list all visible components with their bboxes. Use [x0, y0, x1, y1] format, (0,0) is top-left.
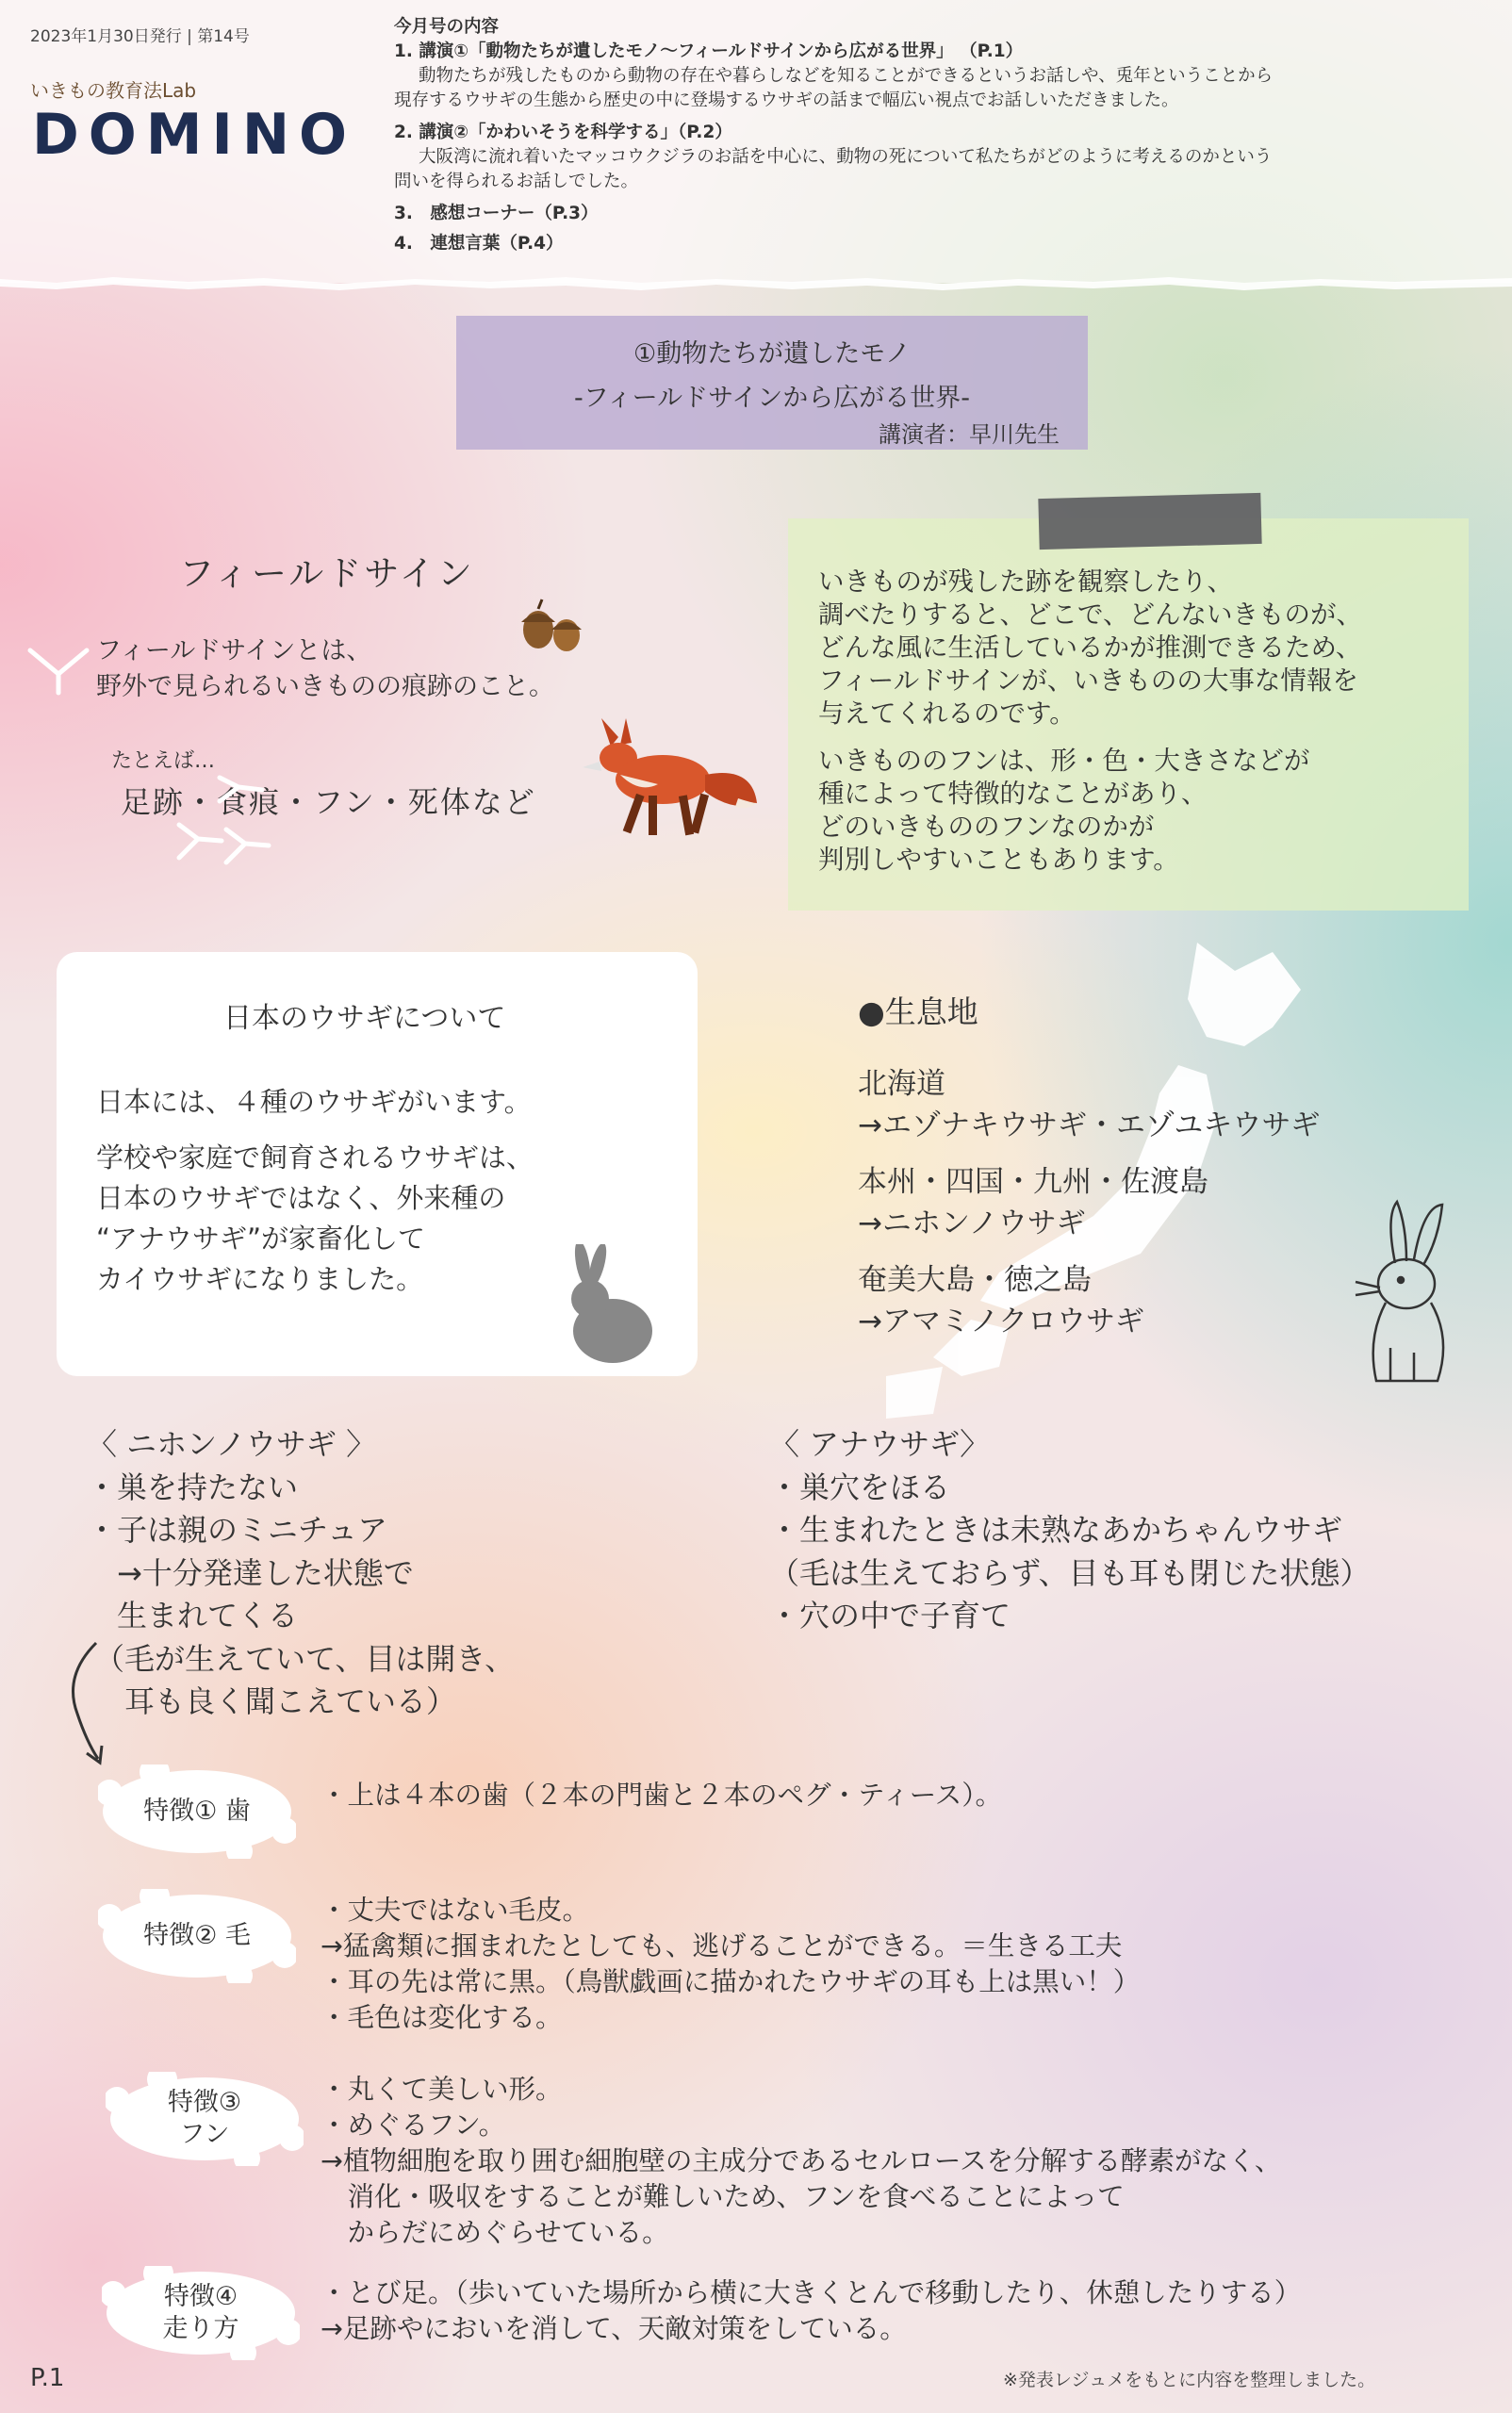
- examples: 足跡・食痕・フン・死体など: [121, 784, 536, 820]
- japan-rabbits-count: 日本には、４種のウサギがいます。: [96, 1086, 532, 1118]
- info-line: いきものが残した跡を観察したり、: [818, 566, 1233, 597]
- toc-item-2-desc: 大阪湾に流れ着いたマッコウクジラのお話を中心に、動物の死について私たちがどのように考えるのかという: [419, 147, 1273, 167]
- list-item: ・生まれたときは未熟なあかちゃんウサギ: [769, 1512, 1343, 1548]
- habitat-species: →アマミノクロウサギ: [858, 1305, 1145, 1338]
- ana-usagi-title: 〈 アナウサギ〉: [769, 1426, 991, 1462]
- section-title: ①動物たちが遺したモノ: [633, 339, 911, 369]
- feature-line: →植物細胞を取り囲む細胞壁の主成分であるセルロースを分解する酵素がなく、: [320, 2145, 1282, 2176]
- habitat-species: →ニホンノウサギ: [858, 1206, 1086, 1240]
- nihon-usagi-title: 〈 ニホンノウサギ 〉: [87, 1426, 377, 1462]
- feature-badge-label: [102, 2266, 300, 2360]
- text-line: 日本のウサギではなく、外来種の: [96, 1182, 506, 1214]
- info-line: いきもののフンは、形・色・大きさなどが: [818, 746, 1310, 776]
- feature-badge-label: [106, 2072, 304, 2166]
- feature-line: 消化・吸収をすることが難しいため、フンを食べることによって: [320, 2181, 1125, 2212]
- feature-line: からだにめぐらせている。: [320, 2217, 669, 2248]
- info-paragraph-2: [818, 745, 1450, 877]
- list-item: ・巣を持たない: [87, 1469, 299, 1505]
- info-line: どのいきもののフンなのかが: [818, 812, 1155, 842]
- text-line: 学校や家庭で飼育されるウサギは、: [96, 1141, 534, 1174]
- text-line: カイウサギになりました。: [96, 1263, 424, 1295]
- info-line: 判別しやすいこともあります。: [818, 845, 1179, 875]
- feature-badge-label: 特徴② 毛: [143, 1921, 251, 1950]
- feature-badge-fur: [98, 1889, 296, 1983]
- feature-badge-dung: [106, 2072, 304, 2166]
- toc-item-3: 3. 感想コーナー（P.3）: [394, 204, 599, 223]
- toc-item-4: 4. 連想言葉（P.4）: [394, 234, 564, 254]
- feature-line: →猛禽類に掴まれたとしても、逃げることができる。＝生きる工夫: [320, 1930, 1123, 1962]
- field-sign-definition: [96, 633, 554, 705]
- lab-name: いきもの教育法Lab: [30, 79, 197, 102]
- habitat-list: [858, 992, 1320, 1357]
- bird-track-icon: [21, 641, 96, 698]
- nihon-usagi-list: [87, 1423, 515, 1724]
- page-number: P.1: [30, 2364, 65, 2392]
- logo: DOMINO: [32, 102, 357, 168]
- curved-arrow-icon: [58, 1638, 115, 1770]
- feature-line: ・耳の先は常に黒。（鳥獣戯画に描かれたウサギの耳も上は黒い！）: [320, 1966, 1141, 1997]
- habitat-place: 奄美大島・徳之島: [858, 1263, 1092, 1297]
- feature-line: ・丈夫ではない毛皮。: [320, 1895, 590, 1926]
- info-paragraph-1: [818, 566, 1450, 730]
- habitat-species: →エゾナキウサギ・エゾユキウサギ: [858, 1108, 1321, 1142]
- toc-item-2: 2. 講演②「かわいそうを科学する」（P.2）: [394, 123, 732, 142]
- feature-line: ・丸くて美しい形。: [320, 2074, 563, 2105]
- feature-teeth-text: [320, 1778, 1002, 1814]
- toc-item-2-desc-2: 問いを得られるお話しでした。: [394, 172, 639, 191]
- feature-dung-text: [320, 2072, 1281, 2251]
- japan-rabbits-text: [96, 1138, 534, 1300]
- list-item: ・子は親のミニチュア: [87, 1512, 388, 1548]
- habitat-heading: ●生息地: [858, 993, 978, 1030]
- habitat-row: [858, 1063, 1320, 1146]
- definition-line-1: フィールドサインとは、: [96, 636, 372, 665]
- feature-line: ・毛色は変化する。: [320, 2002, 563, 2033]
- habitat-row: [858, 1161, 1320, 1244]
- issue-date: 2023年1月30日発行 | 第14号: [30, 27, 250, 46]
- feature-line: →足跡やにおいを消して、天敵対策をしている。: [320, 2313, 907, 2344]
- japan-rabbits-title: 日本のウサギについて: [223, 1002, 506, 1035]
- speaker: 講演者：早川先生: [879, 421, 1060, 448]
- footer-note: ※発表レジュメをもとに内容を整理しました。: [1003, 2370, 1376, 2390]
- habitat-row: [858, 1259, 1320, 1342]
- badge-line: 走り方: [162, 2314, 239, 2343]
- torn-paper-edge: [0, 273, 1512, 292]
- text-line: “アナウサギ”が家畜化して: [96, 1223, 426, 1255]
- badge-line: 特徴④: [163, 2282, 238, 2311]
- definition-line-2: 野外で見られるいきものの痕跡のこと。: [96, 672, 554, 701]
- list-item: （毛が生えていて、目は開き、: [94, 1640, 516, 1677]
- feature-badge-label: 特徴① 歯: [143, 1797, 251, 1826]
- section-title-band: [456, 316, 1088, 450]
- toc-item-1: 1. 講演①「動物たちが遺したモノ～フィールドサインから広がる世界」 （P.1）: [394, 41, 1024, 61]
- rabbit-sketch-illustration: [1348, 1197, 1471, 1404]
- toc-item-1-desc: 動物たちが残したものから動物の存在や暮らしなどを知ることができるというお話しや、兎年ということから: [419, 66, 1274, 86]
- feature-badge-running: [102, 2266, 300, 2360]
- feature-running-text: [320, 2275, 1301, 2347]
- list-item: （毛は生えておらず、目も耳も閉じた状態）: [769, 1554, 1371, 1591]
- info-line: 与えてくれるのです。: [818, 698, 1076, 729]
- feature-badge-teeth: [98, 1765, 296, 1859]
- section-subtitle: -フィールドサインから広がる世界-: [574, 384, 970, 413]
- info-line: どんな風に生活しているかが推測できるため、: [818, 632, 1362, 663]
- toc-heading: 今月号の内容: [394, 17, 500, 37]
- info-line: 種によって特徴的なことがあり、: [818, 779, 1208, 809]
- list-item: ・巣穴をほる: [769, 1469, 951, 1505]
- badge-line: フン: [179, 2120, 230, 2149]
- toc-item-1-desc-2: 現存するウサギの生態から歴史の中に登場するウサギの話まで幅広い視点でお話しいただきました。: [394, 90, 1179, 110]
- feature-line: ・とび足。（歩いていた場所から横に大きくとんで移動したり、休憩したりする）: [320, 2277, 1302, 2308]
- bird-track-icon: [215, 773, 271, 811]
- list-item: 生まれてくる: [87, 1598, 299, 1633]
- habitat-place: 北海道: [858, 1067, 945, 1101]
- table-of-contents: [394, 15, 1497, 256]
- list-item: ・穴の中で子育て: [769, 1598, 1011, 1633]
- feature-fur-text: [320, 1893, 1140, 2036]
- feature-line: ・上は４本の歯（２本の門歯と２本のペグ・ティース）。: [320, 1780, 1003, 1811]
- feature-line: ・めぐるフン。: [320, 2109, 506, 2141]
- list-item: →十分発達した状態で: [87, 1554, 414, 1591]
- badge-line: 特徴③: [167, 2088, 242, 2117]
- example-label: たとえば…: [111, 749, 216, 773]
- rabbit-silhouette-icon: [556, 1244, 669, 1367]
- bird-track-icon: [170, 820, 273, 867]
- fox-illustration: [573, 709, 762, 850]
- ana-usagi-list: [769, 1423, 1370, 1638]
- list-item: 耳も良く聞こえている）: [94, 1683, 457, 1719]
- habitat-place: 本州・四国・九州・佐渡島: [858, 1165, 1208, 1199]
- info-line: 調べたりすると、どこで、どんないきものが、: [818, 599, 1362, 630]
- field-sign-heading: フィールドサイン: [179, 553, 475, 594]
- masking-tape: [1038, 493, 1261, 550]
- info-line: フィールドサインが、いきものの大事な情報を: [818, 665, 1358, 696]
- field-sign-info-box: [788, 518, 1469, 911]
